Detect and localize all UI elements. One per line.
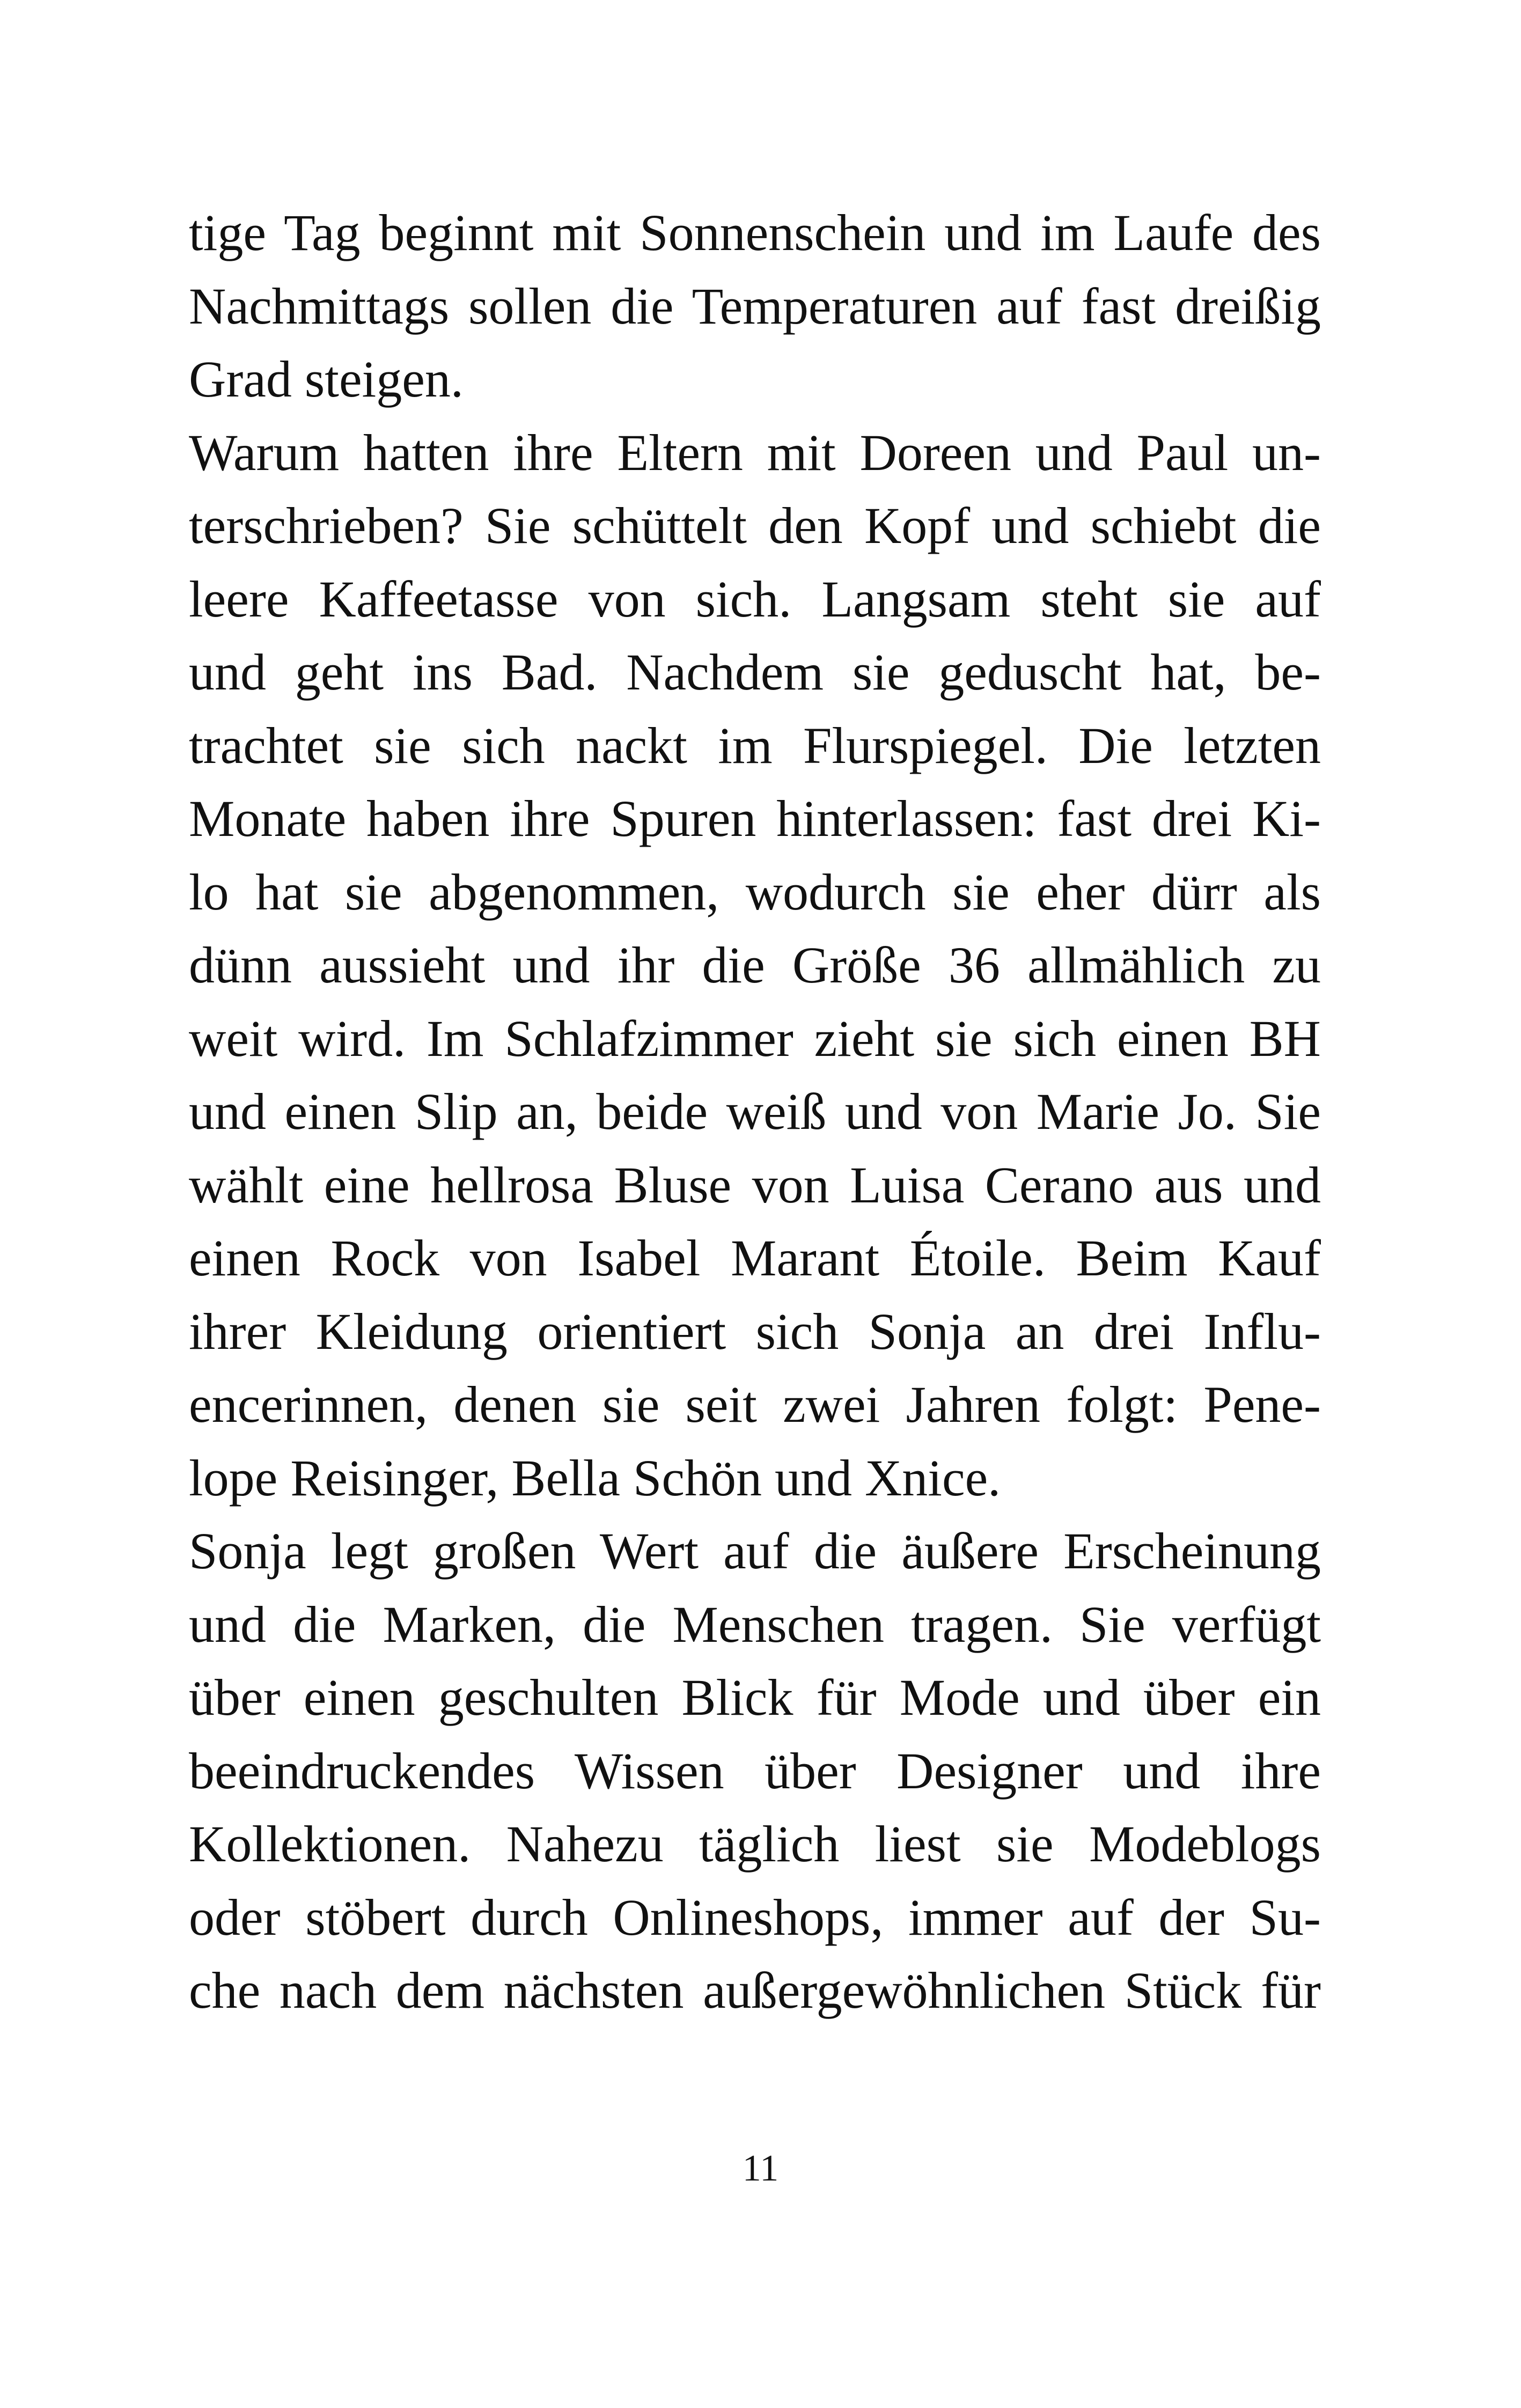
text-line: Nachmittags sollen die Temperaturen auf fast dreißig <box>189 277 1321 335</box>
text-line: und die Marken, die Menschen tragen. Sie verfügt <box>189 1595 1321 1653</box>
text-line: einen Rock von Isabel Marant Étoile. Beim Kauf <box>189 1229 1321 1287</box>
text-line: lope Reisinger, Bella Schön und Xnice. <box>189 1449 1001 1507</box>
text-line: über einen geschulten Blick für Mode und über ein <box>189 1669 1321 1726</box>
text-line: dünn aussieht und ihr die Größe 36 allmählich zu <box>189 936 1321 994</box>
text-line: Kollektionen. Nahezu täglich liest sie Modeblogs <box>189 1815 1321 1873</box>
text-line: wählt eine hellrosa Bluse von Luisa Cerano aus und <box>189 1156 1321 1214</box>
text-line: weit wird. Im Schlafzimmer zieht sie sich einen BH <box>189 1009 1321 1067</box>
text-line: oder stöbert durch Onlineshops, immer auf der Su- <box>189 1888 1321 1946</box>
body-text <box>189 196 1321 2028</box>
text-line: und einen Slip an, beide weiß und von Marie Jo. Sie <box>189 1083 1321 1140</box>
text-line: Monate haben ihre Spuren hinterlassen: fast drei Ki- <box>189 790 1321 847</box>
text-line: tige Tag beginnt mit Sonnenschein und im Laufe des <box>189 204 1321 261</box>
text-line: Warum hatten ihre Eltern mit Doreen und Paul un- <box>189 423 1321 481</box>
text-line: ihrer Kleidung orientiert sich Sonja an drei Influ- <box>189 1302 1321 1360</box>
text-line: leere Kaffeetasse von sich. Langsam steht sie auf <box>189 570 1321 628</box>
text-line: Sonja legt großen Wert auf die äußere Erscheinung <box>189 1522 1321 1580</box>
text-line: che nach dem nächsten außergewöhnlichen Stück für <box>189 1962 1321 2019</box>
page-number: 11 <box>742 2148 779 2189</box>
text-line: terschrieben? Sie schüttelt den Kopf und schiebt die <box>189 497 1321 554</box>
text-line: und geht ins Bad. Nachdem sie geduscht hat, be- <box>189 643 1321 701</box>
text-line: beeindruckendes Wissen über Designer und ihre <box>189 1742 1321 1800</box>
text-line: trachtet sie sich nackt im Flurspiegel. Die letzten <box>189 716 1321 774</box>
text-line: lo hat sie abgenommen, wodurch sie eher dürr als <box>189 863 1321 921</box>
text-line: Grad steigen. <box>189 350 464 408</box>
text-line: encerinnen, denen sie seit zwei Jahren folgt: Pene- <box>189 1376 1321 1433</box>
